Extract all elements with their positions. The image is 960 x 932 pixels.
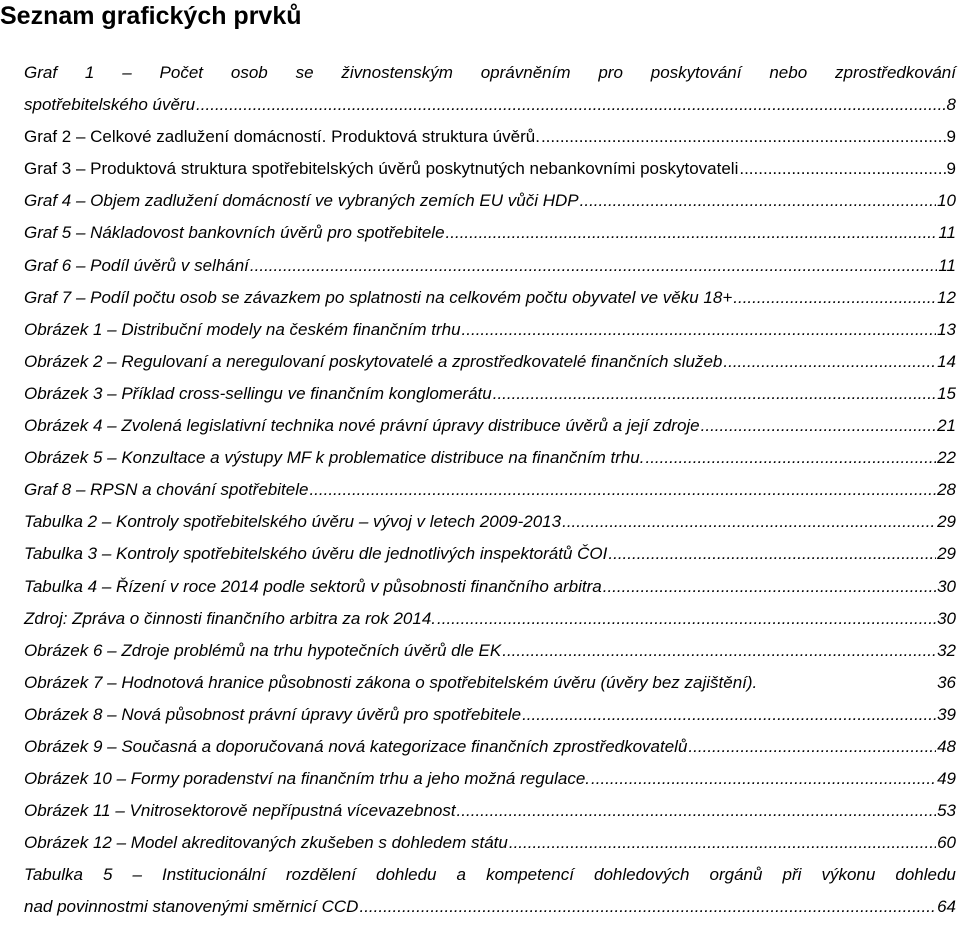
toc-leader-dots [493,378,936,410]
toc-entry-row [24,410,956,442]
toc-entry[interactable] [24,346,956,378]
toc-entry-page-number: 14 [937,351,956,371]
page-title: Seznam grafických prvků [0,2,302,30]
toc-entry[interactable] [24,538,956,570]
toc-entry-word: poskytování [650,63,742,82]
toc-entry[interactable] [24,699,956,731]
toc-leader-dots [462,314,937,346]
toc-leader-dots [250,250,937,282]
table-of-figures [24,57,956,924]
toc-entry-word: pro [598,63,623,82]
toc-entry-title: Obrázek 1 – Distribuční modely na českém finančním trhu [24,319,461,339]
toc-entry-word: a [456,865,467,885]
toc-entry-page-number: 9 [946,159,956,179]
toc-entry-page-number: 30 [937,576,956,596]
toc-entry-page-number: 30 [937,608,956,628]
toc-entry-title: Obrázek 12 – Model akreditovaných zkušeben s dohledem státu [24,833,508,853]
toc-entry-word: výkonu [821,865,876,885]
toc-entry[interactable] [24,763,956,795]
toc-entry-row [24,217,956,249]
toc-entry-word: orgánů [709,865,763,885]
toc-entry-page-number: 8 [946,95,956,115]
toc-leader-dots [562,506,936,538]
toc-entry-page-number: 22 [937,448,956,468]
toc-entry-page-number: 36 [937,672,956,692]
toc-leader-dots [509,827,936,859]
toc-entry-row [24,153,956,185]
toc-entry-word: 1 [84,63,95,82]
toc-entry-page-number: 29 [937,512,956,532]
toc-entry-word: kompetencí [486,865,574,885]
toc-entry-title: nad povinnostmi stanovenými směrnicí CCD [24,897,359,917]
toc-leader-dots [608,538,936,570]
toc-entry-page-number: 48 [937,736,956,756]
toc-entry-word: dohledu [895,865,956,885]
toc-entry-page-number: 28 [937,480,956,500]
toc-entry-row [24,538,956,570]
toc-entry-title: Obrázek 7 – Hodnotová hranice působnosti zákona o spotřebitelském úvěru (úvěry bez zajištění). [24,672,758,692]
toc-entry-word: při [782,865,802,885]
toc-entry[interactable] [24,185,956,217]
toc-entry-page-number: 60 [937,833,956,853]
toc-entry-title: Tabulka 3 – Kontroly spotřebitelského úvěru dle jednotlivých inspektorátů ČOI [24,544,608,564]
toc-entry-row [24,667,956,699]
toc-leader-dots [359,891,936,923]
toc-entry-row [24,571,956,603]
toc-entry-word: rozdělení [286,865,356,885]
toc-leader-dots [502,635,936,667]
toc-entry[interactable] [24,571,956,603]
toc-entry-word: dohledových [594,865,690,885]
toc-entry-row [24,250,956,282]
toc-entry-page-number: 21 [937,416,956,436]
toc-entry-row [24,346,956,378]
toc-entry-row [24,442,956,474]
toc-leader-dots [437,603,936,635]
toc-entry-title: Tabulka 4 – Řízení v roce 2014 podle sektorů v působnosti finančního arbitra [24,576,602,596]
toc-entry[interactable] [24,731,956,763]
toc-entry[interactable] [24,667,956,699]
toc-leader-dots [739,153,945,185]
toc-leader-dots [733,282,936,314]
toc-entry-title: Graf 3 – Produktová struktura spotřebitelských úvěrů poskytnutých nebankovními poskytovateli [24,159,739,179]
toc-entry-page-number: 11 [938,223,956,243]
toc-entry-row [24,506,956,538]
toc-entry-row [24,795,956,827]
toc-entry-page-number: 53 [937,801,956,821]
toc-entry-page-number: 13 [937,319,956,339]
toc-entry-row [24,635,956,667]
toc-entry-word: dohledu [375,865,437,885]
toc-entry-first-line [24,57,956,89]
toc-entry-title: spotřebitelského úvěru [24,95,196,115]
toc-entry[interactable] [24,474,956,506]
toc-leader-dots [457,795,937,827]
toc-entry-row [24,121,956,153]
toc-entry-word: se [295,63,314,82]
toc-entry[interactable] [24,410,956,442]
toc-entry-title: Graf 8 – RPSN a chování spotřebitele [24,480,309,500]
toc-entry-page-number: 49 [937,769,956,789]
toc-entry-page-number: 32 [937,640,956,660]
toc-leader-dots [603,571,936,603]
toc-entry-row [24,763,956,795]
toc-entry[interactable] [24,250,956,282]
toc-entry-row [24,603,956,635]
toc-entry-word: Tabulka [24,865,83,885]
toc-entry[interactable] [24,153,956,185]
toc-entry[interactable] [24,827,956,859]
toc-entry-page-number: 29 [937,544,956,564]
toc-entry-row [24,699,956,731]
toc-leader-dots [645,442,936,474]
toc-entry[interactable] [24,795,956,827]
toc-entry-title: Obrázek 10 – Formy poradenství na finančním trhu a jeho možná regulace. [24,769,591,789]
toc-entry-page-number: 64 [937,897,956,917]
toc-leader-dots [309,474,936,506]
toc-entry-title: Tabulka 2 – Kontroly spotřebitelského úvěru – vývoj v letech 2009-2013 [24,512,562,532]
toc-entry[interactable] [24,635,956,667]
toc-entry-title: Graf 6 – Podíl úvěrů v selhání [24,255,249,275]
toc-entry-page-number: 15 [937,383,956,403]
toc-leader-dots [723,346,936,378]
toc-entry-title: Obrázek 4 – Zvolená legislativní technika nové právní úpravy distribuce úvěrů a její zdroje [24,416,700,436]
toc-entry-word: živnostenským [341,63,453,82]
toc-entry-page-number: 9 [946,127,956,147]
toc-entry[interactable] [24,442,956,474]
toc-entry[interactable] [24,378,956,410]
toc-entry-row [24,731,956,763]
toc-entry-word: oprávněním [480,63,571,82]
toc-entry-title: Obrázek 9 – Současná a doporučovaná nová kategorizace finančních zprostředkovatelů [24,736,688,756]
toc-entry-page-number: 11 [938,255,956,275]
toc-entry-title: Obrázek 11 – Vnitrosektorově nepřípustná vícevazebnost [24,801,456,821]
toc-entry-word: zprostředkování [835,63,956,82]
toc-entry-word: – [132,865,142,885]
toc-entry-page-number: 39 [937,704,956,724]
toc-entry-title: Obrázek 8 – Nová působnost právní úpravy úvěrů pro spotřebitele [24,704,522,724]
toc-entry-row [24,891,956,923]
toc-entry[interactable] [24,282,956,314]
toc-entry-title: Obrázek 3 – Příklad cross-sellingu ve finančním konglomerátu [24,383,492,403]
toc-entry-first-line [24,859,956,891]
toc-entry-word: Počet [159,63,204,82]
toc-entry-title: Graf 7 – Podíl počtu osob se závazkem po splatnosti na celkovém počtu obyvatel ve věku 18+ [24,287,733,307]
toc-entry-row [24,827,956,859]
toc-leader-dots [522,699,936,731]
toc-entry-row [24,314,956,346]
toc-entry-word: 5 [102,865,113,885]
toc-leader-dots [580,185,936,217]
toc-entry-title: Graf 2 – Celkové zadlužení domácností. Produktová struktura úvěrů. [24,127,540,147]
toc-entry[interactable] [24,859,956,923]
toc-entry-title: Graf 5 – Nákladovost bankovních úvěrů pro spotřebitele [24,223,445,243]
toc-entry[interactable] [24,217,956,249]
toc-leader-dots [701,410,936,442]
toc-entry-word: – [122,63,132,82]
toc-leader-dots [446,217,938,249]
toc-leader-dots [196,89,945,121]
toc-entry-title: Obrázek 6 – Zdroje problémů na trhu hypotečních úvěrů dle EK [24,640,502,660]
toc-entry-page-number: 12 [937,287,956,307]
toc-entry-row [24,89,956,121]
toc-entry-row [24,185,956,217]
toc-entry[interactable] [24,506,956,538]
toc-entry-title: Obrázek 5 – Konzultace a výstupy MF k problematice distribuce na finančním trhu. [24,448,645,468]
toc-leader-dots [591,763,936,795]
toc-leader-dots [541,121,946,153]
toc-entry[interactable] [24,603,956,635]
toc-entry-page-number: 10 [937,191,956,211]
toc-entry[interactable] [24,314,956,346]
toc-entry-word: Institucionální [162,865,266,885]
toc-entry[interactable] [24,121,956,153]
toc-entry-word: Graf [24,63,58,82]
toc-leader-dots [688,731,936,763]
toc-entry-row [24,378,956,410]
toc-entry-word: osob [230,63,268,82]
toc-entry-row [24,282,956,314]
toc-entry[interactable] [24,57,956,121]
toc-entry-word: nebo [769,63,808,82]
toc-entry-title: Obrázek 2 – Regulovaní a neregulovaní poskytovatelé a zprostředkovatelé finančních služeb [24,351,723,371]
toc-entry-title: Graf 4 – Objem zadlužení domácností ve vybraných zemích EU vůči HDP [24,191,579,211]
toc-entry-row [24,474,956,506]
toc-entry-title: Zdroj: Zpráva o činnosti finančního arbitra za rok 2014. [24,608,436,628]
